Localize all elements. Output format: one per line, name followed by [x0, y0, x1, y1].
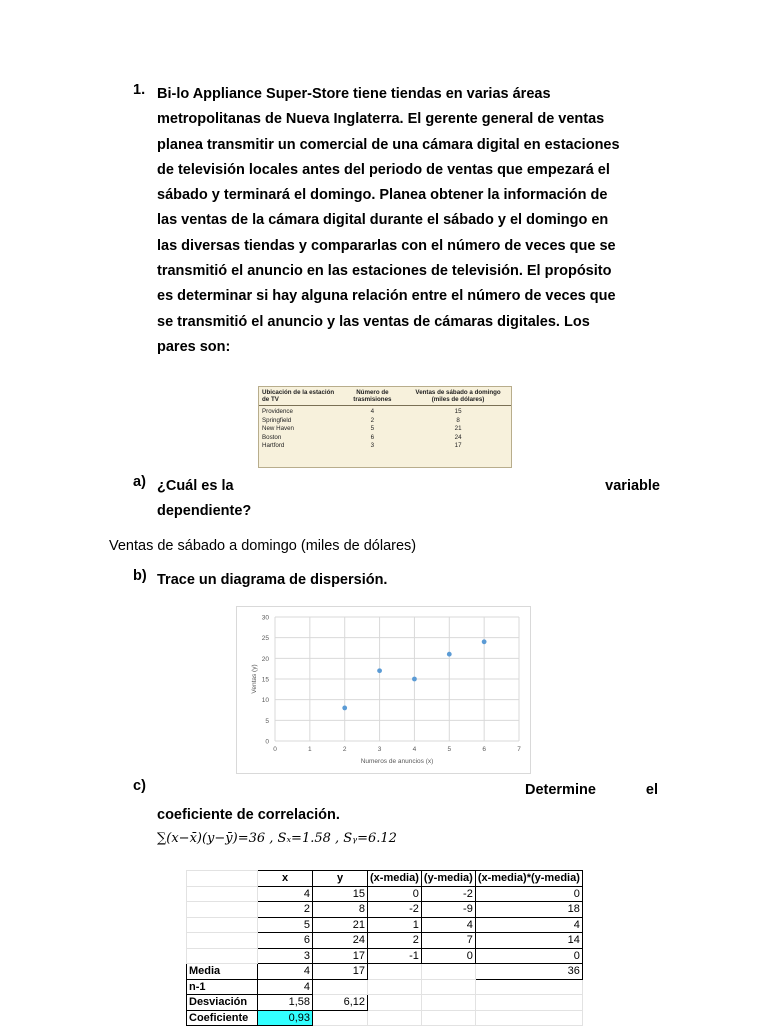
sheet-cell: [187, 948, 258, 964]
tv-stations-table: [258, 386, 512, 468]
y-tick-label: 0: [265, 738, 269, 746]
n1-label: n-1: [187, 979, 258, 995]
sheet-header: y: [313, 871, 368, 887]
sheet-cell: [187, 871, 258, 887]
question-number: 1.: [133, 82, 146, 98]
sheet-cell: 18: [475, 902, 582, 918]
question-1: [133, 82, 658, 360]
desviacion-x: 1,58: [258, 995, 313, 1011]
y-tick-label: 15: [261, 676, 269, 684]
line-left: ¿Cuál es la: [157, 478, 234, 494]
sheet-cell: 0: [475, 948, 582, 964]
question-a: [133, 474, 658, 525]
y-tick-label: 5: [265, 717, 269, 725]
table-cell: 6: [370, 433, 375, 441]
question-line: las ventas de la cámara digital durante el sábado y el domingo en: [157, 212, 609, 229]
question-line: metropolitanas de Nueva Inglaterra. El gerente general de ventas: [157, 111, 605, 128]
data-point: [342, 706, 347, 711]
sheet-cell: 2: [258, 902, 313, 918]
line-right: variable: [605, 478, 660, 494]
desviacion-label: Desviación: [187, 995, 258, 1011]
sheet-cell: [368, 1010, 422, 1026]
sheet-cell: [475, 979, 582, 995]
sheet-cell: -1: [368, 948, 422, 964]
sheet-cell: [187, 902, 258, 918]
media-x: 4: [258, 964, 313, 980]
y-tick-label: 20: [261, 655, 269, 663]
sheet-cell: [475, 1010, 582, 1026]
sheet-cell: [475, 995, 582, 1011]
x-tick-label: 2: [342, 746, 347, 753]
sheet-cell: [313, 1010, 368, 1026]
question-line: de televisión locales antes del periodo de ventas que empezará el: [157, 161, 610, 178]
x-tick-label: 6: [482, 746, 486, 753]
media-sum: 36: [475, 964, 582, 980]
sheet-header: (x-media)*(y-media): [475, 871, 582, 887]
table-cell: Springfield: [262, 416, 292, 424]
table-cell: 5: [370, 425, 375, 432]
data-point: [412, 677, 417, 682]
sheet-cell: 7: [421, 933, 475, 949]
x-tick-label: 0: [273, 746, 277, 753]
table-cell: 24: [454, 433, 462, 441]
sheet-header: (y-media): [421, 871, 475, 887]
scatter-plot: [237, 607, 532, 775]
sheet-cell: [421, 995, 475, 1011]
x-tick-label: 5: [447, 746, 452, 753]
scatter-chart: [236, 606, 531, 774]
sheet-cell: 0: [421, 948, 475, 964]
question-line: pares son:: [157, 338, 231, 355]
sheet-cell: [368, 964, 422, 980]
question-c-text: [157, 778, 658, 829]
sheet-header-row: [187, 871, 583, 887]
table-header: Ventas de sábado a domingo (miles de dólares): [405, 387, 511, 406]
question-a-text: [157, 474, 660, 525]
coeficiente-label: Coeficiente: [187, 1010, 258, 1026]
coeficiente-value: 0,93: [258, 1010, 313, 1026]
question-line: sábado y terminará el domingo. Planea obtener la información de: [157, 187, 608, 204]
table-header: Ubicación de la estación de TV: [259, 387, 340, 406]
line-word: el: [645, 782, 658, 798]
question-c: [133, 778, 658, 829]
question-1-text: [157, 82, 658, 360]
question-line: se transmitió el anuncio y las ventas de cámaras digitales. Los: [157, 313, 590, 330]
sheet-cell: 1: [368, 917, 422, 933]
sheet-cell: 4: [258, 886, 313, 902]
table-row: [187, 917, 583, 933]
table-row: [259, 417, 511, 426]
x-axis-label: Numeros de anuncios (x): [360, 758, 434, 765]
sheet-cell: 4: [421, 917, 475, 933]
table-cell: Boston: [262, 433, 282, 441]
sheet-cell: [187, 933, 258, 949]
question-line: [157, 82, 658, 107]
sheet-cell: -9: [421, 902, 475, 918]
media-label: Media: [187, 964, 258, 980]
question-line: dependiente?: [157, 503, 252, 520]
sheet-cell: 8: [313, 902, 368, 918]
x-tick-label: 4: [412, 746, 417, 753]
n1-value: 4: [258, 979, 313, 995]
table-cell: 17: [454, 442, 462, 449]
table-row: [187, 948, 583, 964]
media-row: [187, 964, 583, 980]
spreadsheet: [186, 870, 583, 1026]
sheet-cell: 14: [475, 933, 582, 949]
table-row: [259, 434, 511, 443]
y-tick-label: 25: [261, 635, 269, 643]
n1-row: [187, 979, 583, 995]
sheet-header: (x-media): [368, 871, 422, 887]
tv-table: [259, 387, 511, 451]
y-axis-label: Ventas (y): [251, 664, 258, 694]
sheet-cell: 0: [368, 886, 422, 902]
table-cell: 4: [370, 408, 375, 415]
question-label: b): [133, 568, 147, 584]
question-label: c): [133, 778, 146, 794]
sheet-header: x: [258, 871, 313, 887]
table-row: [187, 902, 583, 918]
question-line: transmitió el anuncio en las estaciones de televisión. El propósito: [157, 263, 612, 280]
table-cell: 3: [370, 442, 375, 449]
answer-a: Ventas de sábado a domingo (miles de dólares): [109, 538, 417, 554]
question-label: a): [133, 474, 146, 490]
sheet-cell: [368, 979, 422, 995]
question-b-text: Trace un diagrama de dispersión.: [157, 572, 388, 588]
table-header: Número de trasmisiones: [340, 387, 406, 406]
x-tick-label: 7: [517, 746, 521, 753]
sheet-cell: -2: [421, 886, 475, 902]
question-line: [157, 778, 658, 803]
sheet-cell: -2: [368, 902, 422, 918]
sheet-cell: 2: [368, 933, 422, 949]
x-tick-label: 3: [377, 746, 382, 753]
sheet-cell: [187, 917, 258, 933]
table-cell: 15: [454, 408, 462, 415]
y-tick-label: 30: [261, 614, 269, 622]
table-row: [259, 406, 511, 417]
question-line: planea transmitir un comercial de una cámara digital en estaciones: [157, 136, 620, 153]
formula: ∑(x−x̄)(y−ȳ)=36 , Sₓ=1.58 , Sᵧ=6.12: [157, 831, 397, 846]
data-point: [482, 639, 487, 644]
sheet-cell: [368, 995, 422, 1011]
sheet-cell: 24: [313, 933, 368, 949]
table-cell: Hartford: [262, 442, 285, 449]
sheet-cell: 6: [258, 933, 313, 949]
sheet-cell: 0: [475, 886, 582, 902]
question-line: las diversas tiendas y compararlas con el número de veces que se: [157, 237, 616, 254]
question-line: coeficiente de correlación.: [157, 807, 340, 824]
media-y: 17: [313, 964, 368, 980]
sheet-cell: [421, 979, 475, 995]
data-point: [447, 652, 452, 657]
question-line: es determinar si hay alguna relación entre el número de veces que: [157, 288, 616, 305]
sheet-cell: [421, 964, 475, 980]
coeficiente-row: [187, 1010, 583, 1026]
desviacion-y: 6,12: [313, 995, 368, 1011]
table-cell: 2: [370, 416, 375, 424]
question-line: [157, 474, 660, 499]
table-cell: Providence: [262, 408, 293, 415]
sheet-cell: [187, 886, 258, 902]
y-tick-label: 10: [261, 697, 269, 705]
sheet-cell: 21: [313, 917, 368, 933]
sheet-cell: [313, 979, 368, 995]
line-text: Bi-lo Appliance Super-Store tiene tiendas en varias áreas: [157, 86, 551, 102]
table-row: [259, 425, 511, 434]
line-word: Determine: [524, 782, 596, 798]
sheet-cell: [421, 1010, 475, 1026]
table-cell: 21: [454, 425, 462, 432]
question-b: [133, 568, 658, 593]
sheet-cell: 17: [313, 948, 368, 964]
table-row: [187, 933, 583, 949]
sheet-cell: 4: [475, 917, 582, 933]
x-tick-label: 1: [308, 746, 312, 753]
table-row: [259, 442, 511, 451]
table-row: [187, 886, 583, 902]
table-cell: 8: [456, 416, 460, 424]
sheet-cell: 15: [313, 886, 368, 902]
sheet-cell: 5: [258, 917, 313, 933]
data-point: [377, 668, 382, 673]
table-header-row: [259, 387, 511, 406]
desviacion-row: [187, 995, 583, 1011]
sheet-cell: 3: [258, 948, 313, 964]
table-cell: New Haven: [262, 425, 294, 432]
